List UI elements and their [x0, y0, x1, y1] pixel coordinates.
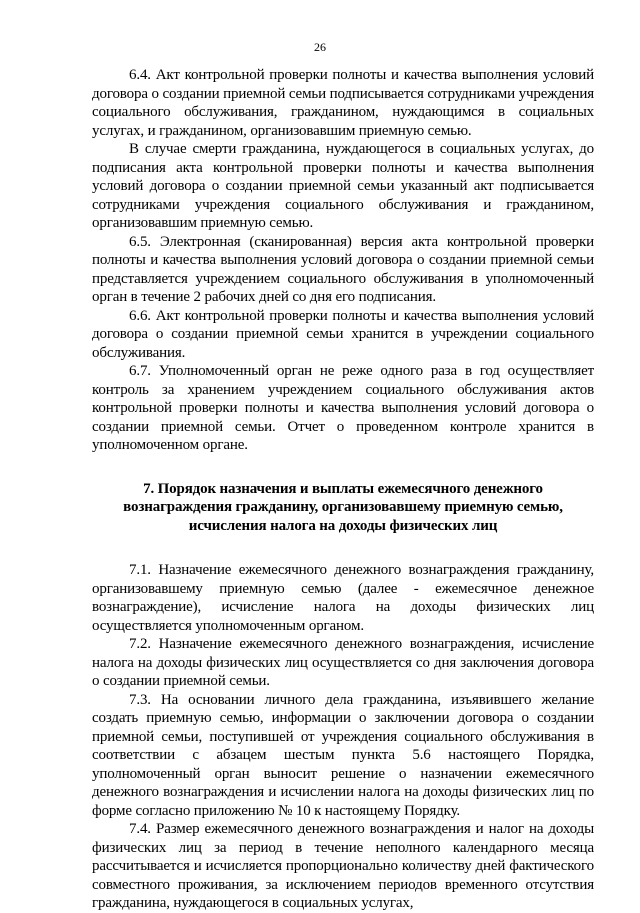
- paragraph-6-5: 6.5. Электронная (сканированная) версия акта контрольной проверки полноты и качества выполнения условий договора о создании приемной семьи представляется учреждением социального обслуживания в уполномоченный орган в течение 2 рабочих дней со дня его подписания.: [92, 233, 594, 305]
- paragraph-7-2: 7.2. Назначение ежемесячного денежного вознаграждения, исчисление налога на доходы физических лиц осуществляется со дня заключения договора о создании приемной семьи.: [92, 636, 594, 689]
- paragraph-7-4: 7.4. Размер ежемесячного денежного вознаграждения и налог на доходы физических лиц за период в течение неполного календарного месяца рассчитывается и исчисляется пропорционально количеству дней фактического совместного проживания, за исключением периодов временного отсутствия гражданина, нуждающегося в социальных услугах,: [92, 821, 594, 911]
- document-body: [92, 66, 594, 913]
- paragraph-6-6: 6.6. Акт контрольной проверки полноты и качества выполнения условий договора о создании приемной семьи хранится в учреждении социального обслуживания.: [92, 307, 594, 361]
- paragraph-7-1: 7.1. Назначение ежемесячного денежного вознаграждения гражданину, организовавшему приемную семью (далее - ежемесячное денежное вознаграждение), исчисление налога на доходы физических лиц осуществляется уполномоченным органом.: [92, 562, 594, 634]
- paragraph-7-3: 7.3. На основании личного дела гражданина, изъявившего желание создать приемную семью, информации о заключении договора о создании приемной семьи, поступившей от учреждения социального обслуживания в соответствии с абзацем шестым пункта 5.6 настоящего Порядка, уполномоченный орган выносит решение о назначении ежемесячного денежного вознаграждения и исчислении налога на доходы физических лиц по форме согласно приложению № 10 к настоящему Порядку.: [92, 691, 594, 819]
- paragraph-6-7: 6.7. Уполномоченный орган не реже одного раза в год осуществляет контроль за хранением учреждением социального обслуживания актов контрольной проверки полноты и качества выполнения условий договора о создании приемной семьи. Отчет о проведенном контроле хранится в уполномоченном органе.: [92, 363, 594, 453]
- paragraph-6-4-death-case: В случае смерти гражданина, нуждающегося в социальных услугах, до подписания акта контрольной проверки полноты и качества выполнения условий договора о создании приемной семьи указанный акт подписывается сотрудниками учреждения социального обслуживания и гражданином, организовавшим приемную семью.: [92, 141, 594, 231]
- section-7-heading: 7. Порядок назначения и выплаты ежемесячного денежного вознаграждения гражданину, организовавшему приемную семью, исчисления налога на доходы физических лиц: [123, 480, 563, 534]
- page-number: 26: [314, 40, 326, 54]
- paragraph-6-4: 6.4. Акт контрольной проверки полноты и качества выполнения условий договора о создании приемной семьи подписывается сотрудниками учреждения социального обслуживания, гражданином, нуждающимся в социальных услугах, и гражданином, организовавшим приемную семью.: [92, 67, 594, 139]
